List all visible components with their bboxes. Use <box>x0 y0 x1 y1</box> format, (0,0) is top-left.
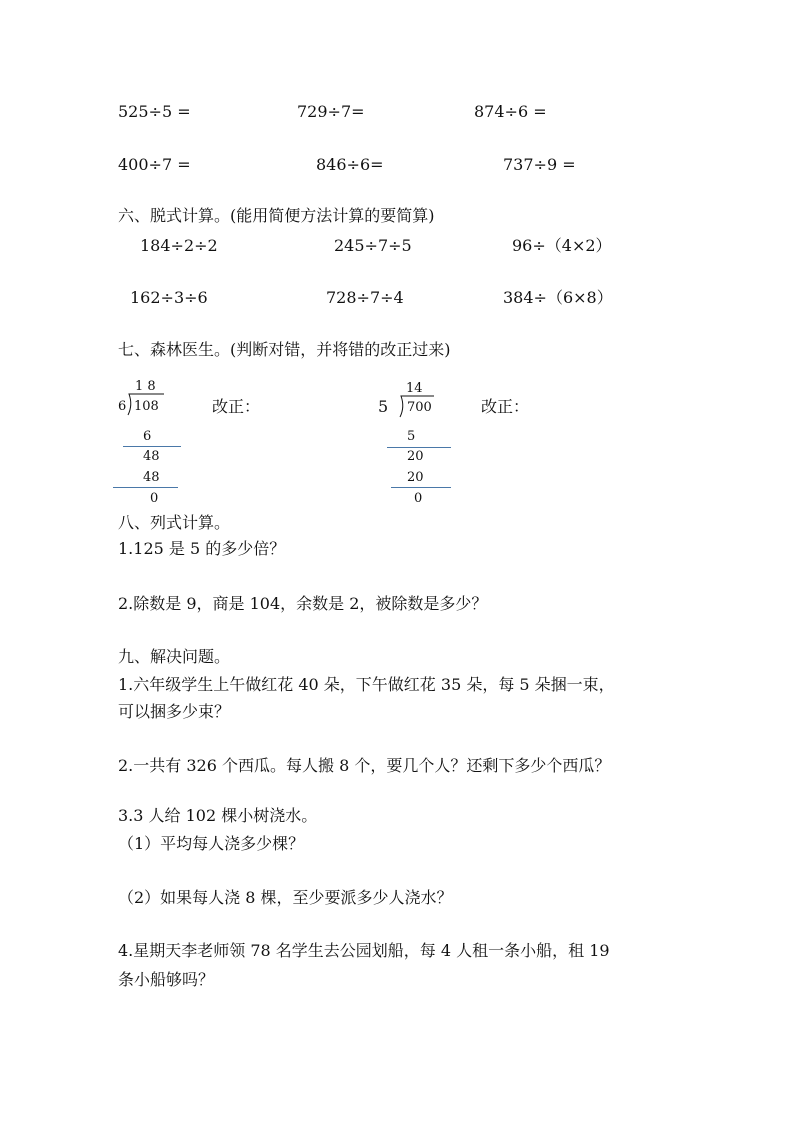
question-continuation: 条小船够吗？ <box>118 970 215 989</box>
section-9-title: 九、解决问题。 <box>118 647 231 666</box>
division-step: 5 <box>407 429 416 444</box>
section-6-title: 六、脱式计算。(能用简便方法计算的要简算) <box>118 206 435 225</box>
division-step: 0 <box>414 491 423 506</box>
fix-label: 改正： <box>212 397 261 416</box>
question: 1.125 是 5 的多少倍？ <box>118 539 286 558</box>
step-calculation: 728÷7÷4 <box>326 288 404 307</box>
question: 1.六年级学生上午做红花 40 朵，下午做红花 35 朵，每 5 朵捆一束， <box>118 675 615 694</box>
question-continuation: 可以捆多少束？ <box>118 702 231 721</box>
division-line <box>391 487 451 488</box>
division-step: 20 <box>407 470 424 485</box>
step-calculation: 162÷3÷6 <box>130 288 208 307</box>
division-step: 0 <box>150 491 159 506</box>
fix-label: 改正： <box>481 397 530 416</box>
division-step: 6 <box>143 429 152 444</box>
division-problem: 846÷6= <box>316 155 384 174</box>
division-problem: 729÷7= <box>297 102 365 121</box>
division-problem: 400÷7 = <box>118 155 191 174</box>
section-7-title: 七、森林医生。(判断对错，并将错的改正过来) <box>118 340 451 359</box>
divisor: 6 <box>118 399 127 414</box>
question: 3.3 人给 102 棵小树浇水。 <box>118 806 318 825</box>
question: 2.一共有 326 个西瓜。每人搬 8 个，要几个人？还剩下多少个西瓜？ <box>118 756 611 775</box>
division-step: 48 <box>143 470 160 485</box>
sub-question: （2）如果每人浇 8 棵，至少要派多少人浇水？ <box>118 888 453 907</box>
division-problem: 874÷6 = <box>474 102 547 121</box>
step-calculation: 96÷（4×2） <box>512 236 612 255</box>
division-problem: 737÷9 = <box>503 155 576 174</box>
division-step: 20 <box>407 449 424 464</box>
step-calculation: 184÷2÷2 <box>140 236 218 255</box>
question: 2.除数是 9，商是 104，余数是 2，被除数是多少？ <box>118 594 488 613</box>
step-calculation: 245÷7÷5 <box>334 236 412 255</box>
division-line <box>123 446 181 447</box>
section-8-title: 八、列式计算。 <box>118 513 231 532</box>
question: 4.星期天李老师领 78 名学生去公园划船，每 4 人租一条小船，租 19 <box>118 941 610 960</box>
dividend: 108 <box>134 399 159 414</box>
quotient: 1 8 <box>135 379 156 394</box>
dividend: 700 <box>407 400 432 415</box>
division-line <box>387 447 451 448</box>
sub-question: （1）平均每人浇多少棵？ <box>118 834 305 853</box>
quotient: 14 <box>406 381 423 396</box>
division-problem: 525÷5 = <box>118 102 191 121</box>
divisor: 5 <box>378 397 389 416</box>
division-line <box>113 487 178 488</box>
step-calculation: 384÷（6×8） <box>503 288 613 307</box>
division-step: 48 <box>143 449 160 464</box>
